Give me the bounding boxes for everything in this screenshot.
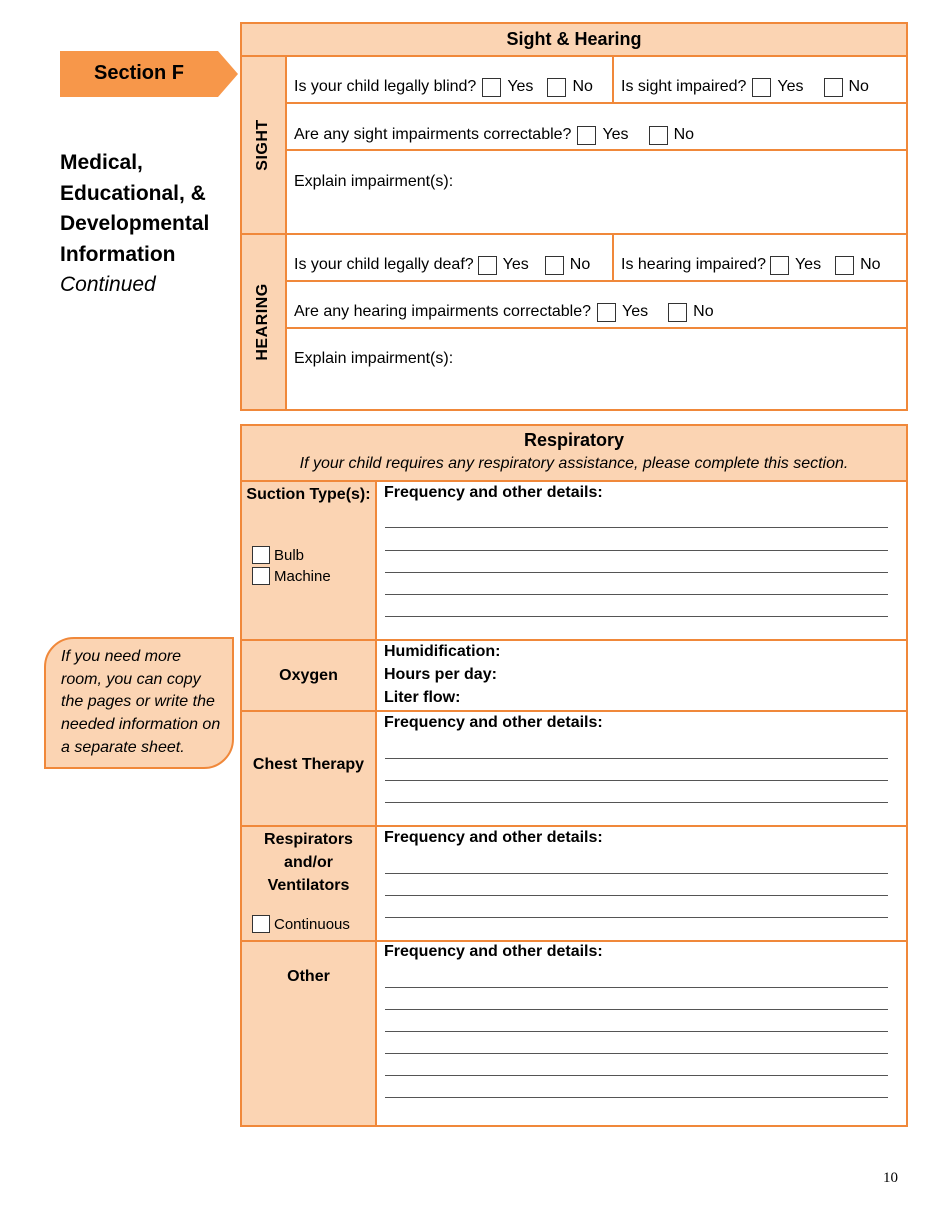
chest-line[interactable]: [385, 780, 888, 781]
respirators-details-label: Frequency and other details:: [384, 829, 603, 846]
suction-line[interactable]: [385, 572, 888, 573]
sight-explain-label: Explain impairment(s):: [294, 173, 454, 190]
legally-blind-no-checkbox[interactable]: [547, 78, 566, 97]
other-line[interactable]: [385, 1009, 888, 1010]
suction-line[interactable]: [385, 616, 888, 617]
liter-flow-field[interactable]: Liter flow:: [384, 689, 461, 706]
legally-blind-row: Is your child legally blind? Yes No: [294, 78, 593, 95]
suction-line[interactable]: [385, 594, 888, 595]
suction-details-label: Frequency and other details:: [384, 484, 603, 501]
hearing-explain-field[interactable]: [288, 372, 905, 408]
copy-pages-note: If you need more room, you can copy the pages or write the needed information on a separate sheet.: [44, 637, 234, 769]
title-line: Educational, &: [60, 181, 206, 205]
title-line: Information: [60, 242, 176, 266]
other-details-label: Frequency and other details:: [384, 943, 603, 960]
hearing-correctable-no-checkbox[interactable]: [668, 303, 687, 322]
other-line[interactable]: [385, 1075, 888, 1076]
respirators-line[interactable]: [385, 873, 888, 874]
sight-impaired-no-checkbox[interactable]: [824, 78, 843, 97]
section-tab: [60, 51, 238, 97]
respiratory-header: [242, 426, 906, 481]
title-line: Medical,: [60, 151, 143, 174]
section-title: [60, 148, 235, 301]
other-label: Other: [287, 968, 330, 985]
other-line[interactable]: [385, 1053, 888, 1054]
chest-therapy-label: Chest Therapy: [252, 756, 365, 773]
machine-option: Machine: [252, 567, 331, 585]
sight-explain-field[interactable]: [288, 196, 905, 232]
hearing-impaired-row: Is hearing impaired? Yes No: [621, 256, 881, 273]
legally-deaf-row: Is your child legally deaf? Yes No: [294, 256, 591, 273]
respirators-line[interactable]: [385, 917, 888, 918]
hearing-label: HEARING: [254, 283, 271, 361]
title-line: Developmental: [60, 212, 210, 235]
machine-checkbox[interactable]: [252, 567, 270, 585]
hearing-explain-label: Explain impairment(s):: [294, 350, 454, 367]
bulb-checkbox[interactable]: [252, 546, 270, 564]
hearing-impaired-yes-checkbox[interactable]: [770, 256, 789, 275]
page-number: 10: [883, 1170, 898, 1186]
bulb-option: Bulb: [252, 546, 304, 564]
legally-deaf-no-checkbox[interactable]: [545, 256, 564, 275]
sight-correctable-row: Are any sight impairments correctable? Yes No: [294, 126, 695, 143]
respirators-line[interactable]: [385, 895, 888, 896]
continuous-option: Continuous: [252, 915, 350, 933]
chest-line[interactable]: [385, 802, 888, 803]
sight-correctable-yes-checkbox[interactable]: [577, 126, 596, 145]
oxygen-label: Oxygen: [279, 667, 338, 684]
section-tab-label: Section F: [93, 62, 184, 84]
other-line[interactable]: [385, 1031, 888, 1032]
legally-blind-yes-checkbox[interactable]: [482, 78, 501, 97]
chest-line[interactable]: [385, 758, 888, 759]
hearing-correctable-yes-checkbox[interactable]: [597, 303, 616, 322]
humidification-field[interactable]: Humidification:: [384, 643, 501, 660]
other-line[interactable]: [385, 987, 888, 988]
hours-per-day-field[interactable]: Hours per day:: [384, 666, 497, 683]
suction-label: Suction Type(s):: [246, 486, 371, 503]
respiratory-title: Respiratory: [523, 430, 625, 450]
respirators-label: Respirators and/or Ventilators: [264, 831, 353, 894]
sight-impaired-row: Is sight impaired? Yes No: [621, 78, 869, 95]
hearing-impaired-no-checkbox[interactable]: [835, 256, 854, 275]
sight-impaired-yes-checkbox[interactable]: [752, 78, 771, 97]
chest-details-label: Frequency and other details:: [384, 714, 603, 731]
sight-hearing-title: Sight & Hearing: [242, 24, 906, 56]
sight-label: SIGHT: [254, 119, 271, 171]
suction-line[interactable]: [385, 527, 888, 528]
suction-line[interactable]: [385, 550, 888, 551]
respiratory-subtitle: If your child requires any respiratory assistance, please complete this section.: [299, 455, 849, 472]
section-subtitle: Continued: [60, 273, 156, 296]
other-line[interactable]: [385, 1097, 888, 1098]
sight-correctable-no-checkbox[interactable]: [649, 126, 668, 145]
continuous-checkbox[interactable]: [252, 915, 270, 933]
legally-deaf-yes-checkbox[interactable]: [478, 256, 497, 275]
hearing-correctable-row: Are any hearing impairments correctable? Yes No: [294, 303, 714, 320]
